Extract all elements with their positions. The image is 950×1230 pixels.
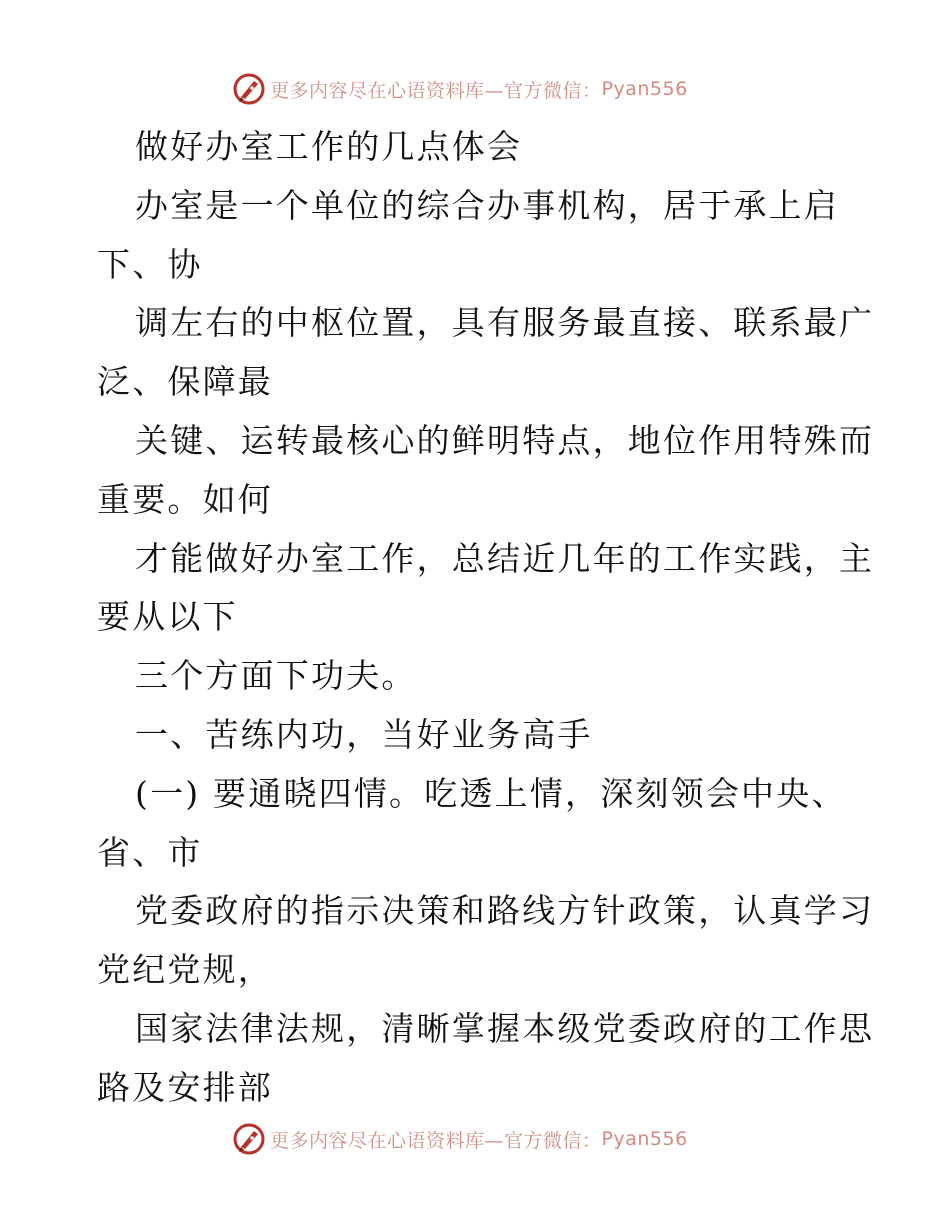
header-watermark bbox=[232, 72, 688, 106]
text-line: 路及安排部 bbox=[97, 1067, 273, 1107]
text-line: 三个方面下功夫。 bbox=[135, 656, 417, 696]
text-line: 要从以下 bbox=[97, 597, 238, 637]
text-line: 才能做好办室工作，总结近几年的工作实践，主 bbox=[135, 538, 875, 578]
text-line: 关键、运转最核心的鲜明特点，地位作用特殊而 bbox=[135, 420, 875, 460]
text-line: 国家法律法规，清晰掌握本级党委政府的工作思 bbox=[135, 1008, 875, 1048]
document-body bbox=[97, 118, 875, 1118]
footer-watermark bbox=[232, 1122, 688, 1156]
text-line: 下、协 bbox=[97, 244, 203, 284]
text-line: (一) 要通晓四情。吃透上情，深刻领会中央、 bbox=[135, 773, 847, 813]
watermark-text: 更多内容尽在心语资料库—官方微信： bbox=[270, 79, 602, 102]
text-line: 重要。如何 bbox=[97, 479, 273, 519]
text-line: 泛、保障最 bbox=[97, 362, 273, 402]
text-line: 省、市 bbox=[97, 832, 203, 872]
text-line: 办室是一个单位的综合办事机构，居于承上启 bbox=[135, 185, 839, 225]
pen-logo-icon bbox=[232, 72, 266, 106]
text-line: 调左右的中枢位置，具有服务最直接、联系最广 bbox=[135, 303, 875, 343]
watermark-text: 更多内容尽在心语资料库—官方微信： bbox=[270, 1129, 602, 1152]
text-line: 做好办室工作的几点体会 bbox=[135, 127, 523, 166]
text-line: 党委政府的指示决策和路线方针政策，认真学习 bbox=[135, 891, 875, 931]
text-line: 党纪党规， bbox=[97, 950, 273, 990]
text-line: 一、苦练内功，当好业务高手 bbox=[135, 714, 593, 754]
pen-logo-icon bbox=[232, 1122, 266, 1156]
watermark-wechat-id: Pyan556 bbox=[601, 1128, 688, 1150]
watermark-wechat-id: Pyan556 bbox=[601, 78, 688, 100]
